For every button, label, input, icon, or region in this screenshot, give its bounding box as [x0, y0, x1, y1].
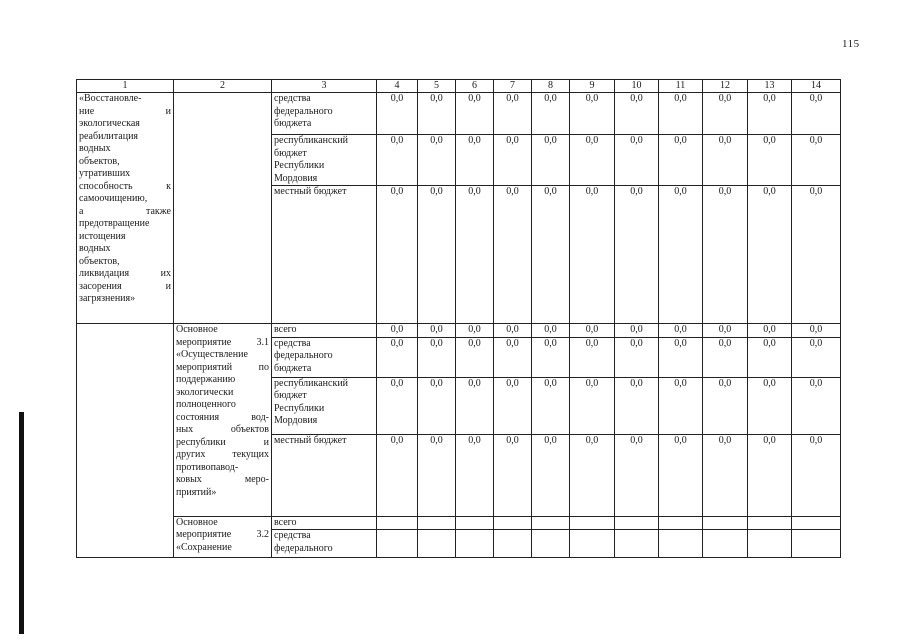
- funding-source-cell: [272, 516, 377, 530]
- value-cell: 0,0: [494, 377, 532, 434]
- value-cell: 0,0: [659, 434, 703, 516]
- value-cell: 0,0: [456, 186, 494, 324]
- column-header: 13: [748, 80, 792, 93]
- value-cell: 0,0: [748, 135, 792, 186]
- text-line: Основное: [176, 516, 218, 528]
- column-header: 3: [272, 80, 377, 93]
- table-row: [77, 93, 841, 135]
- value-cell: 0,0: [703, 377, 748, 434]
- funding-source-cell: [272, 530, 377, 558]
- value-cell: 0,0: [494, 337, 532, 377]
- page-number: 115: [842, 38, 860, 50]
- value-cell-empty: [615, 530, 659, 558]
- value-cell-empty: [703, 530, 748, 558]
- text-line: Мордовия: [274, 415, 318, 426]
- value-cell: 0,0: [703, 324, 748, 338]
- value-cell: 0,0: [659, 135, 703, 186]
- text-line: противопавод-: [176, 461, 239, 473]
- value-cell: 0,0: [570, 135, 615, 186]
- value-cell: 0,0: [418, 337, 456, 377]
- value-cell-empty: [494, 530, 532, 558]
- text-line: других текущих: [176, 449, 269, 460]
- value-cell: 0,0: [703, 135, 748, 186]
- text-line: засорения и: [79, 280, 171, 292]
- value-cell: 0,0: [377, 324, 418, 338]
- value-cell-empty: [377, 530, 418, 558]
- text-line: ных объектов: [176, 424, 269, 435]
- column-header: 2: [174, 80, 272, 93]
- text-line: объектов,: [79, 255, 120, 267]
- value-cell-empty: [494, 516, 532, 530]
- text-line: «Восстановле-: [79, 93, 142, 104]
- value-cell: 0,0: [377, 186, 418, 324]
- value-cell: 0,0: [615, 93, 659, 135]
- value-cell: 0,0: [377, 93, 418, 135]
- value-cell: 0,0: [532, 93, 570, 135]
- text-line: а также: [79, 205, 171, 217]
- value-cell: 0,0: [377, 434, 418, 516]
- value-cell: 0,0: [615, 377, 659, 434]
- value-cell: 0,0: [570, 93, 615, 135]
- text-line: Республики: [274, 160, 325, 171]
- value-cell-empty: [748, 516, 792, 530]
- value-cell: 0,0: [494, 135, 532, 186]
- text-line: «Сохранение: [176, 541, 232, 553]
- value-cell: 0,0: [494, 324, 532, 338]
- text-line: предотвращение: [79, 218, 150, 229]
- value-cell: 0,0: [418, 434, 456, 516]
- text-line: водных: [79, 143, 111, 154]
- value-cell: 0,0: [494, 434, 532, 516]
- value-cell: 0,0: [659, 93, 703, 135]
- value-cell-empty: [456, 530, 494, 558]
- header-row: [77, 80, 841, 93]
- value-cell: 0,0: [703, 93, 748, 135]
- value-cell: 0,0: [456, 135, 494, 186]
- text-line: республиканский: [274, 135, 349, 146]
- funding-source-cell: [272, 377, 377, 434]
- goal-cell-empty: [77, 324, 174, 558]
- value-cell: 0,0: [748, 93, 792, 135]
- column-header: 11: [659, 80, 703, 93]
- value-cell: 0,0: [456, 377, 494, 434]
- value-cell-empty: [418, 530, 456, 558]
- text-line: ковых меро-: [176, 474, 269, 485]
- value-cell: 0,0: [570, 377, 615, 434]
- value-cell: 0,0: [532, 324, 570, 338]
- text-line: средства: [274, 337, 311, 349]
- value-cell-empty: [792, 516, 841, 530]
- value-cell: 0,0: [703, 434, 748, 516]
- goal-description-cell: [77, 93, 174, 324]
- value-cell: 0,0: [456, 337, 494, 377]
- text-line: бюджет: [274, 390, 307, 401]
- text-line: мероприятие 3.2: [176, 529, 269, 540]
- value-cell: 0,0: [418, 186, 456, 324]
- text-line: водных: [79, 243, 111, 254]
- value-cell: 0,0: [494, 186, 532, 324]
- text-line: бюджета: [274, 118, 312, 129]
- value-cell: 0,0: [532, 135, 570, 186]
- text-line: местный бюджет: [274, 186, 347, 197]
- value-cell: 0,0: [615, 135, 659, 186]
- value-cell: 0,0: [703, 186, 748, 324]
- value-cell: 0,0: [418, 324, 456, 338]
- text-line: «Осуществление: [176, 349, 248, 360]
- text-line: приятий»: [176, 486, 217, 498]
- column-header: 14: [792, 80, 841, 93]
- table-row: [77, 516, 841, 530]
- value-cell: 0,0: [418, 135, 456, 186]
- text-line: бюджета: [274, 362, 312, 374]
- column-header: 10: [615, 80, 659, 93]
- text-line: ние и: [79, 105, 171, 117]
- activity-description-cell: [174, 516, 272, 558]
- value-cell: 0,0: [615, 324, 659, 338]
- value-cell-empty: [703, 516, 748, 530]
- value-cell-empty: [377, 516, 418, 530]
- value-cell: 0,0: [792, 93, 841, 135]
- funding-source-cell: [272, 135, 377, 186]
- value-cell: 0,0: [532, 377, 570, 434]
- value-cell: 0,0: [377, 135, 418, 186]
- value-cell: 0,0: [792, 135, 841, 186]
- value-cell-empty: [532, 530, 570, 558]
- value-cell: 0,0: [748, 337, 792, 377]
- value-cell: 0,0: [418, 377, 456, 434]
- value-cell: 0,0: [377, 377, 418, 434]
- text-line: мероприятие 3.1: [176, 336, 269, 348]
- value-cell: 0,0: [792, 186, 841, 324]
- text-line: объектов,: [79, 155, 120, 167]
- table-row: [77, 324, 841, 338]
- activity-description-cell: [174, 324, 272, 517]
- text-line: всего: [274, 516, 297, 528]
- value-cell: 0,0: [615, 434, 659, 516]
- column-header: 9: [570, 80, 615, 93]
- text-line: федерального: [274, 542, 333, 554]
- text-line: загрязнения»: [79, 293, 136, 304]
- value-cell: 0,0: [377, 337, 418, 377]
- text-line: экологически: [176, 386, 234, 398]
- value-cell: 0,0: [748, 324, 792, 338]
- text-line: всего: [274, 324, 297, 335]
- value-cell: 0,0: [532, 337, 570, 377]
- value-cell: 0,0: [659, 337, 703, 377]
- value-cell: 0,0: [615, 186, 659, 324]
- text-line: экологическая: [79, 118, 140, 129]
- text-line: мероприятий по: [176, 361, 269, 373]
- text-line: реабилитация: [79, 130, 139, 142]
- value-cell: 0,0: [615, 337, 659, 377]
- value-cell: 0,0: [659, 186, 703, 324]
- value-cell: 0,0: [456, 434, 494, 516]
- budget-table: [76, 79, 841, 558]
- text-line: истощения: [79, 230, 126, 242]
- text-line: утративших: [79, 168, 131, 179]
- text-line: федерального: [274, 105, 333, 117]
- text-line: способность к: [79, 180, 171, 192]
- text-line: республиканский: [274, 377, 349, 389]
- text-line: республики и: [176, 436, 269, 448]
- value-cell: 0,0: [748, 434, 792, 516]
- column-header: 6: [456, 80, 494, 93]
- column-header: 5: [418, 80, 456, 93]
- activity-cell-empty: [174, 93, 272, 324]
- text-line: самоочищению,: [79, 193, 148, 204]
- text-line: бюджет: [274, 147, 307, 159]
- value-cell: 0,0: [748, 186, 792, 324]
- column-header: 7: [494, 80, 532, 93]
- value-cell: 0,0: [570, 434, 615, 516]
- column-header: 4: [377, 80, 418, 93]
- value-cell: 0,0: [532, 186, 570, 324]
- column-header: 8: [532, 80, 570, 93]
- value-cell: 0,0: [792, 434, 841, 516]
- text-line: Мордовия: [274, 172, 318, 184]
- text-line: поддержанию: [176, 374, 236, 385]
- text-line: Республики: [274, 402, 325, 414]
- value-cell-empty: [456, 516, 494, 530]
- scan-edge-bar: [19, 412, 24, 634]
- value-cell: 0,0: [703, 337, 748, 377]
- text-line: полноценного: [176, 399, 236, 410]
- funding-source-cell: [272, 324, 377, 338]
- value-cell: 0,0: [456, 93, 494, 135]
- text-line: средства: [274, 93, 311, 104]
- value-cell: 0,0: [570, 337, 615, 377]
- text-line: средства: [274, 530, 311, 541]
- value-cell-empty: [659, 516, 703, 530]
- value-cell: 0,0: [418, 93, 456, 135]
- funding-source-cell: [272, 186, 377, 324]
- value-cell-empty: [418, 516, 456, 530]
- value-cell-empty: [748, 530, 792, 558]
- value-cell-empty: [792, 530, 841, 558]
- text-line: состояния вод-: [176, 411, 269, 423]
- value-cell: 0,0: [456, 324, 494, 338]
- value-cell-empty: [615, 516, 659, 530]
- text-line: Основное: [176, 324, 218, 335]
- column-header: 12: [703, 80, 748, 93]
- column-header: 1: [77, 80, 174, 93]
- value-cell: 0,0: [792, 377, 841, 434]
- value-cell: 0,0: [792, 337, 841, 377]
- funding-source-cell: [272, 434, 377, 516]
- value-cell: 0,0: [570, 324, 615, 338]
- funding-source-cell: [272, 93, 377, 135]
- value-cell-empty: [570, 530, 615, 558]
- value-cell-empty: [659, 530, 703, 558]
- value-cell: 0,0: [748, 377, 792, 434]
- funding-source-cell: [272, 337, 377, 377]
- value-cell: 0,0: [494, 93, 532, 135]
- value-cell: 0,0: [659, 324, 703, 338]
- value-cell-empty: [532, 516, 570, 530]
- text-line: местный бюджет: [274, 434, 347, 446]
- value-cell: 0,0: [659, 377, 703, 434]
- value-cell: 0,0: [570, 186, 615, 324]
- text-line: ликвидация их: [79, 268, 171, 279]
- value-cell: 0,0: [792, 324, 841, 338]
- value-cell: 0,0: [532, 434, 570, 516]
- value-cell-empty: [570, 516, 615, 530]
- text-line: федерального: [274, 350, 333, 361]
